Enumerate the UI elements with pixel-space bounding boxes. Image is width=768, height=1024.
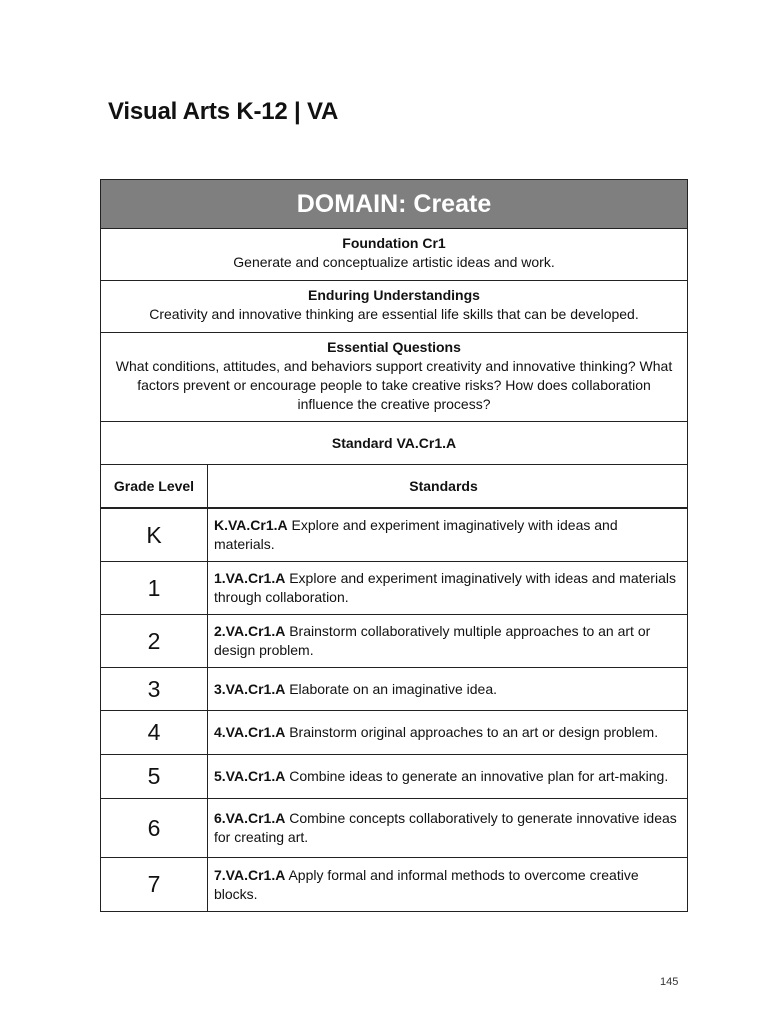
grade-cell	[101, 858, 208, 911]
standard-text: Brainstorm original approaches to an art or design problem.	[285, 724, 659, 740]
standard-text: Combine ideas to generate an innovative plan for art-making.	[285, 768, 669, 784]
table-row	[101, 711, 687, 755]
standard-code: 1.VA.Cr1.A	[214, 570, 286, 586]
grade-cell	[101, 668, 208, 710]
grade-cell	[101, 562, 208, 614]
standard-code: 2.VA.Cr1.A	[214, 623, 286, 639]
standard-text: Brainstorm collaboratively multiple approaches to an art or design problem.	[214, 623, 651, 658]
standard-code: 5.VA.Cr1.A	[214, 768, 286, 784]
table-row	[101, 668, 687, 711]
standard-cell	[208, 711, 687, 754]
grade-value: K	[146, 521, 162, 548]
standard-text: Elaborate on an imaginative idea.	[285, 680, 498, 697]
grade-cell	[101, 615, 208, 667]
enduring-understandings-heading: Enduring Understandings	[308, 287, 480, 303]
foundation-heading: Foundation Cr1	[342, 235, 446, 251]
enduring-understandings-block	[101, 281, 687, 333]
grade-value: 2	[147, 627, 161, 654]
grade-cell	[101, 711, 208, 754]
standard-code: 4.VA.Cr1.A	[214, 724, 286, 740]
page-number: 145	[660, 976, 679, 988]
standard-code: 7.VA.Cr1.A	[214, 866, 286, 883]
grade-value: 3	[147, 675, 161, 702]
standard-cell	[208, 509, 687, 561]
standard-text: Explore and experiment imaginatively with ideas and materials.	[214, 517, 618, 552]
table-row	[101, 799, 687, 858]
essential-questions-heading: Essential Questions	[327, 339, 461, 355]
standard-code: K.VA.Cr1.A	[214, 517, 288, 533]
grade-value: 6	[147, 814, 161, 841]
grade-cell	[101, 509, 208, 561]
standard-cell	[208, 562, 687, 614]
standard-cell	[208, 755, 687, 798]
table-row	[101, 562, 687, 615]
page-title: Visual Arts K-12 | VA	[108, 98, 339, 125]
standard-cell	[208, 668, 687, 710]
grade-value: 5	[147, 763, 161, 789]
domain-header: DOMAIN: Create	[101, 180, 687, 229]
table-row	[101, 858, 687, 911]
table-row	[101, 615, 687, 668]
essential-questions-block	[101, 333, 687, 422]
grade-cell	[101, 799, 208, 857]
grade-level-header: Grade Level	[101, 465, 208, 507]
standard-cell	[208, 799, 687, 857]
standards-header: Standards	[409, 477, 478, 494]
foundation-block	[101, 229, 687, 281]
standards-table	[100, 179, 688, 912]
foundation-text: Generate and conceptualize artistic ideas and work.	[233, 254, 555, 270]
standard-label: Standard VA.Cr1.A	[101, 422, 687, 465]
table-row	[101, 755, 687, 799]
table-row	[101, 509, 687, 562]
standard-text: Combine concepts collaboratively to generate innovative ideas for creating art.	[214, 810, 677, 845]
standard-code: 3.VA.Cr1.A	[214, 680, 286, 697]
grade-value: 7	[147, 871, 161, 897]
standard-code: 6.VA.Cr1.A	[214, 810, 286, 826]
standard-text: Apply formal and informal methods to overcome creative blocks.	[214, 866, 639, 902]
standard-text: Explore and experiment imaginatively with ideas and materials through collaboration.	[214, 570, 676, 605]
essential-questions-text: What conditions, attitudes, and behaviors support creativity and innovative thinking? What factors prevent or encourage people to take creative risks? How does collaboration influence the creative process?	[115, 358, 673, 412]
grade-value: 1	[147, 574, 161, 601]
enduring-understandings-text: Creativity and innovative thinking are essential life skills that can be developed.	[149, 306, 639, 322]
standard-cell	[208, 858, 687, 911]
grade-value: 4	[147, 719, 161, 745]
table-header-row	[101, 465, 687, 509]
grade-cell	[101, 755, 208, 798]
standard-cell	[208, 615, 687, 667]
